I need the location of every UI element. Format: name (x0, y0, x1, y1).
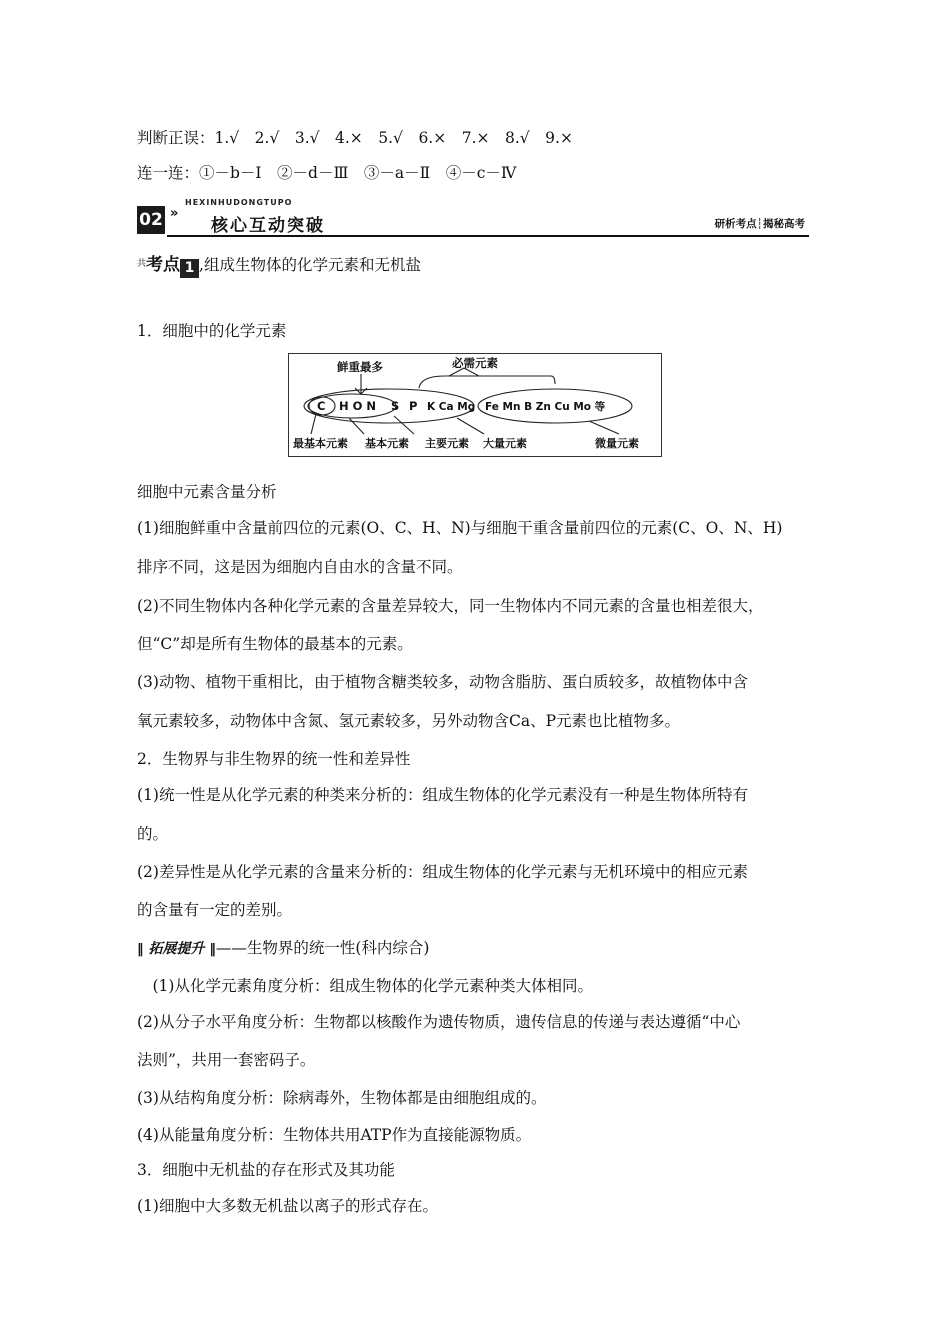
extension-heading (137, 938, 429, 960)
banner-chevron-icon: » (170, 206, 179, 221)
ext-item-1: (1)从化学元素角度分析：组成生物体的化学元素种类大体相同。 (137, 977, 593, 995)
label-basic: 基本元素 (365, 437, 409, 450)
pointer-basic (349, 418, 364, 434)
para-3a: (3)动物、植物干重相比，由于植物含糖类较多，动物含脂肪、蛋白质较多，故植物体中含 (137, 673, 748, 691)
para-2b: 但“C”却是所有生物体的最基本的元素。 (137, 635, 413, 653)
salt-item-1: (1)细胞中大多数无机盐以离子的形式存在。 (137, 1197, 438, 1215)
kaodian-number: 1 (180, 259, 199, 278)
unity-1b: 的。 (137, 825, 169, 843)
match-answers-line: 连一连：①－b－Ⅰ ②－d－Ⅲ ③－a－Ⅱ ④－c－Ⅳ (137, 164, 517, 182)
element-classification-diagram (288, 353, 662, 457)
kaodian-word: 考点 (146, 255, 181, 275)
unity-1a: (1)统一性是从化学元素的种类来分析的：组成生物体的化学元素没有一种是生物体所特有 (137, 786, 748, 804)
heading-2: 2．生物界与非生物界的统一性和差异性 (137, 750, 411, 768)
para-3b: 氧元素较多，动物体中含氮、氢元素较多，另外动物含Ca、P元素也比植物多。 (137, 712, 681, 730)
elem-s: S (391, 399, 400, 413)
unity-2b: 的含量有一定的差别。 (137, 901, 293, 919)
banner-rule (167, 235, 809, 237)
heading-1: 1．细胞中的化学元素 (137, 322, 287, 340)
banner-pinyin: HEXINHUDONGTUPO (185, 198, 293, 207)
ext-item-4: (4)从能量角度分析：生物体共用ATP作为直接能源物质。 (137, 1126, 532, 1144)
banner-title: 核心互动突破 (211, 216, 325, 236)
pointer-main (394, 416, 414, 434)
elem-hon: H O N (339, 399, 377, 413)
ext-item-3: (3)从结构角度分析：除病毒外，生物体都是由细胞组成的。 (137, 1089, 547, 1107)
label-fresh: 鲜重最多 (337, 360, 383, 374)
ext-bar-left: ‖ (137, 942, 144, 957)
ext-tail: ——生物界的统一性(科内综合) (215, 939, 430, 957)
elem-kcamg: K Ca Mg (427, 401, 476, 413)
elem-p: P (409, 399, 418, 413)
ext-item-2a: (2)从分子水平角度分析：生物都以核酸作为遗传物质，遗传信息的传递与表达遵循“中心 (137, 1013, 741, 1031)
banner-right-label: 研析考点┆揭秘高考 (714, 218, 805, 230)
pointer-most-basic (311, 414, 316, 434)
bracket-essential (419, 368, 555, 388)
ext-label: 拓展提升 (148, 941, 205, 957)
kaodian-prefix: 共 (137, 259, 147, 269)
label-trace: 微量元素 (595, 437, 639, 450)
kaodian-heading (137, 250, 421, 274)
ext-bar-right: ‖ (209, 942, 216, 957)
pointer-macro (457, 418, 484, 434)
judge-answers-line: 判断正误：1.√ 2.√ 3.√ 4.× 5.√ 6.× 7.× 8.√ 9.× (137, 129, 573, 147)
pointer-trace (589, 421, 619, 434)
para-2a: (2)不同生物体内各种化学元素的含量差异较大，同一生物体内不同元素的含量也相差很大， (137, 597, 764, 615)
analysis-title: 细胞中元素含量分析 (137, 483, 277, 501)
label-main: 主要元素 (425, 437, 469, 450)
para-1b: 排序不同，这是因为细胞内自由水的含量不同。 (137, 558, 463, 576)
banner-number: 02 (137, 206, 165, 234)
section-banner (137, 198, 809, 240)
para-1a: (1)细胞鲜重中含量前四位的元素(O、C、H、N)与细胞干重含量前四位的元素(C、O、N、H) (137, 519, 783, 537)
elem-trace: Fe Mn B Zn Cu Mo 等 (485, 401, 606, 413)
ext-item-2b: 法则”，共用一套密码子。 (137, 1051, 316, 1069)
label-macro: 大量元素 (483, 437, 527, 450)
label-most-basic: 最基本元素 (293, 437, 348, 450)
elem-c: C (317, 399, 326, 413)
label-essential: 必需元素 (452, 356, 498, 370)
kaodian-topic: ,组成生物体的化学元素和无机盐 (199, 256, 421, 274)
unity-2a: (2)差异性是从化学元素的含量来分析的：组成生物体的化学元素与无机环境中的相应元素 (137, 863, 748, 881)
diagram-svg (289, 354, 661, 456)
heading-3: 3．细胞中无机盐的存在形式及其功能 (137, 1161, 395, 1179)
